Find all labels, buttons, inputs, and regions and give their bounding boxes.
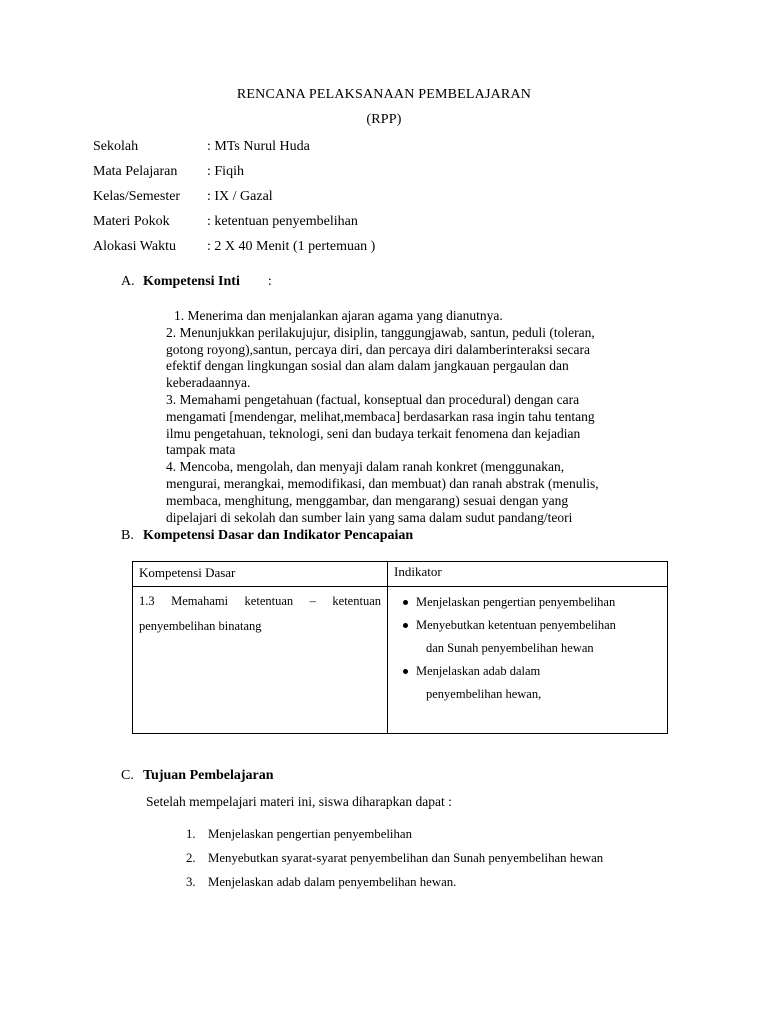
core-competency-text: mengurai, merangkai, memodifikasi, dan membuat) dan ranah abstrak (menulis, <box>166 475 599 491</box>
objective-text: Menjelaskan pengertian penyembelihan <box>208 827 412 841</box>
section-b-heading <box>121 528 413 544</box>
identity-label: Sekolah <box>93 139 139 154</box>
table-header-cell: Kompetensi Dasar <box>133 562 388 587</box>
indicator-cell <box>388 587 668 734</box>
identity-label: Alokasi Waktu <box>93 239 176 254</box>
objective-number: 2. <box>186 851 196 865</box>
objective-text: Menjelaskan adab dalam penyembelihan hewan. <box>208 875 457 889</box>
indicator-text: Menyebutkan ketentuan penyembelihan <box>416 618 616 632</box>
indicator-text: Menjelaskan pengertian penyembelihan <box>416 595 616 609</box>
core-competency-text: 3. Memahami pengetahuan (factual, konseptual dan procedural) dengan cara <box>166 391 580 407</box>
section-letter: A. <box>121 274 135 289</box>
identity-value: : ketentuan penyembelihan <box>207 214 358 229</box>
section-title: Tujuan Pembelajaran <box>143 768 274 783</box>
section-c-heading <box>121 768 274 784</box>
core-competency-text: 2. Menunjukkan perilakujujur, disiplin, tanggungjawab, santun, peduli (toleran, <box>166 324 595 340</box>
core-competency-item <box>162 392 682 459</box>
core-competency-text: keberadaannya. <box>166 375 251 391</box>
core-competency-text: ilmu pengetahuan, teknologi, seni dan budaya terkait fenomena dan kejadian <box>166 425 581 441</box>
core-competency-item <box>162 459 682 526</box>
indicator-item <box>416 591 661 614</box>
identity-label: Mata Pelajaran <box>93 164 178 179</box>
indicator-list <box>394 591 661 706</box>
section-letter: C. <box>121 768 134 783</box>
core-competency-item <box>162 325 682 392</box>
core-competency-item <box>162 308 682 325</box>
competency-indicator-table <box>132 561 668 734</box>
objective-text: Menyebutkan syarat-syarat penyembelihan dan Sunah penyembelihan hewan <box>208 851 604 865</box>
indicator-text: penyembelihan hewan, <box>426 687 542 701</box>
section-colon: : <box>267 274 272 289</box>
indicator-item <box>416 660 661 706</box>
table-row <box>133 587 668 734</box>
document-subtitle: (RPP) <box>366 112 402 127</box>
core-competency-text: gotong royong),santun, percaya diri, dan percaya diri dalamberinteraksi secara <box>166 341 590 357</box>
objective-number: 1. <box>186 827 196 841</box>
table-header-row <box>133 562 668 587</box>
identity-value: : 2 X 40 Menit (1 pertemuan ) <box>207 239 376 254</box>
indicator-text: dan Sunah penyembelihan hewan <box>426 641 594 655</box>
core-competency-text: 4. Mencoba, mengolah, dan menyaji dalam ranah konkret (menggunakan, <box>166 459 565 475</box>
core-competency-list <box>162 308 682 526</box>
document-title: RENCANA PELAKSANAAN PEMBELAJARAN <box>236 87 532 102</box>
core-competency-text: 1. Menerima dan menjalankan ajaran agama yang dianutnya. <box>174 308 503 323</box>
objectives-intro: Setelah mempelajari materi ini, siswa diharapkan dapat : <box>146 794 452 809</box>
indicator-item <box>416 614 661 660</box>
core-competency-text: mengamati [mendengar, melihat,membaca] berdasarkan rasa ingin tahu tentang <box>166 408 595 424</box>
section-title: Kompetensi Inti <box>143 274 240 289</box>
identity-value: : Fiqih <box>207 164 244 179</box>
core-competency-text: efektif dengan lingkungan sosial dan alam dalam jangkauan pergaulan dan <box>166 358 569 374</box>
objective-number: 3. <box>186 875 196 889</box>
core-competency-text: tampak mata <box>166 442 236 458</box>
section-letter: B. <box>121 528 134 543</box>
basic-competency-cell: 1.3 Memahami ketentuan – ketentuan penyembelihan binatang <box>133 587 388 734</box>
identity-label: Kelas/Semester <box>93 189 181 204</box>
section-title: Kompetensi Dasar dan Indikator Pencapaian <box>143 528 414 543</box>
identity-label: Materi Pokok <box>93 214 170 229</box>
core-competency-text: dipelajari di sekolah dan sumber lain yang sama dalam sudut pandang/teori <box>166 509 573 525</box>
section-a-heading <box>121 274 272 290</box>
identity-value: : IX / Gazal <box>207 189 273 204</box>
table-header-cell: Indikator <box>388 562 668 587</box>
indicator-text: Menjelaskan adab dalam <box>416 664 541 678</box>
core-competency-text: membaca, menghitung, menggambar, dan mengarang) sesuai dengan yang <box>166 492 569 508</box>
identity-value: : MTs Nurul Huda <box>207 139 310 154</box>
